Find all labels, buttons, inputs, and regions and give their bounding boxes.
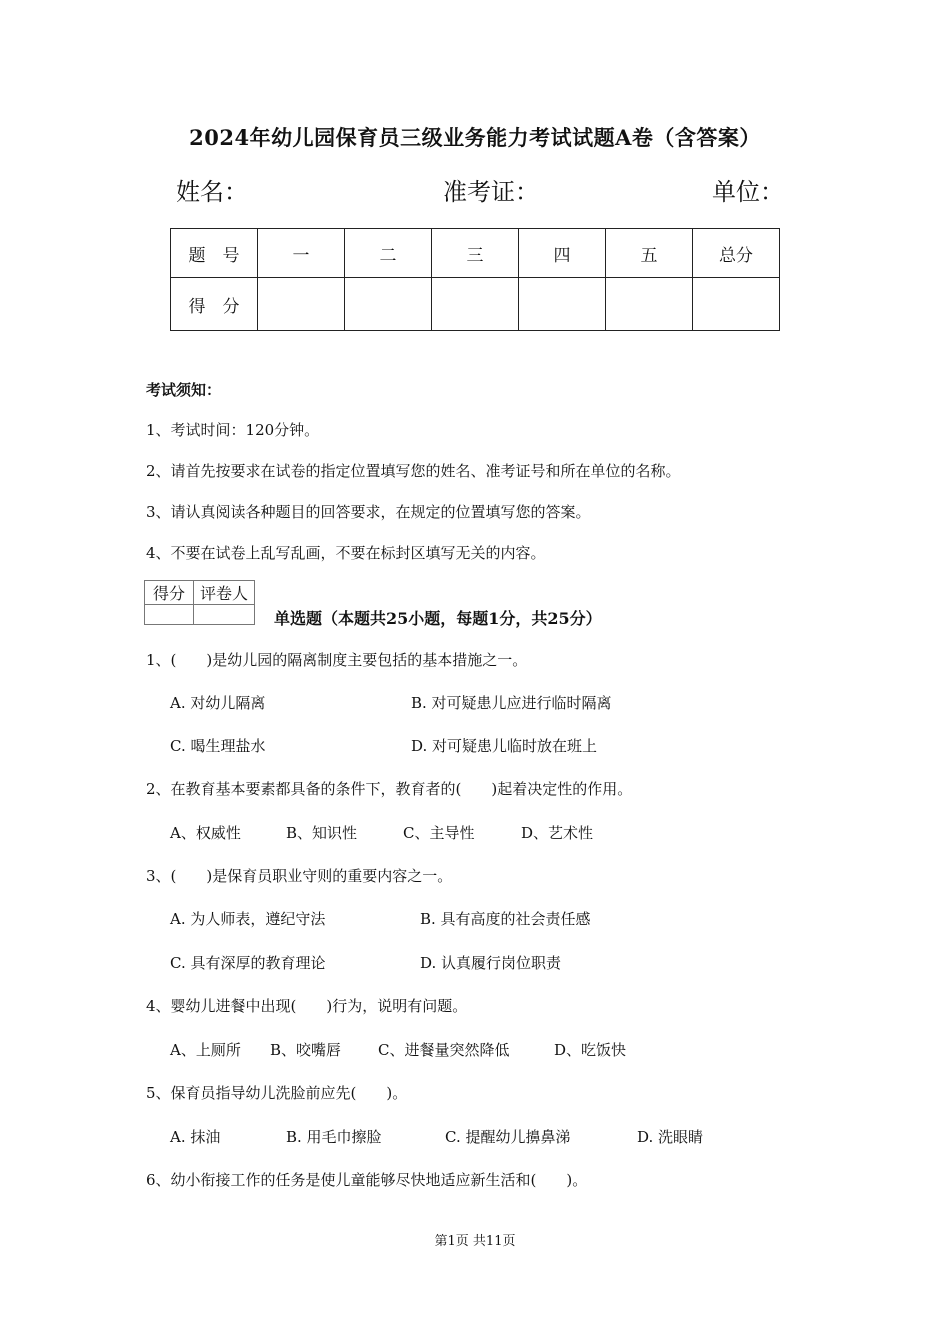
option-a: A. 抹油: [170, 1128, 221, 1146]
grader-score-cell: [145, 605, 194, 625]
score-table: [170, 228, 780, 331]
score-row-label: 得 分: [171, 278, 258, 331]
page-footer: 第1页 共11页: [434, 1234, 516, 1249]
section-title: 单选题（本题共25小题，每题1分，共25分）: [274, 609, 602, 628]
option-c: C、进餐量突然降低: [378, 1041, 510, 1059]
page-title: 2024年幼儿园保育员三级业务能力考试试题A卷（含答案）: [189, 125, 761, 150]
score-table-header-cell: 三: [432, 229, 519, 278]
score-table-header-row: [171, 229, 780, 278]
option-b: B. 具有高度的社会责任感: [420, 910, 591, 928]
score-cell: [519, 278, 606, 331]
option-d: D. 洗眼睛: [637, 1128, 704, 1146]
unit-field-label: 单位：: [712, 178, 784, 206]
option-b: B、知识性: [286, 824, 358, 842]
note-item: 3、请认真阅读各种题目的回答要求，在规定的位置填写您的答案。: [146, 503, 591, 521]
note-item: 1、考试时间：120分钟。: [146, 421, 320, 439]
option-c: C、主导性: [403, 824, 475, 842]
note-item: 4、不要在试卷上乱写乱画，不要在标封区填写无关的内容。: [146, 544, 546, 562]
score-table-header-cell: 总分: [693, 229, 780, 278]
option-b: B. 用毛巾擦脸: [286, 1128, 382, 1146]
score-cell: [606, 278, 693, 331]
score-cell: [432, 278, 519, 331]
score-cell: [258, 278, 345, 331]
option-d: D. 认真履行岗位职责: [420, 954, 562, 972]
grader-name-cell: [194, 605, 255, 625]
grader-score-label: 得分: [145, 581, 194, 605]
option-c: C. 提醒幼儿擤鼻涕: [445, 1128, 571, 1146]
option-b: B、咬嘴唇: [270, 1041, 342, 1059]
option-d: D、吃饭快: [554, 1041, 627, 1059]
option-b: B. 对可疑患儿应进行临时隔离: [411, 694, 612, 712]
option-a: A. 为人师表，遵纪守法: [170, 910, 326, 928]
score-table-score-row: [171, 278, 780, 331]
question-stem: 3、( )是保育员职业守则的重要内容之一。: [146, 867, 453, 885]
name-field-label: 姓名：: [176, 178, 248, 206]
score-cell: [345, 278, 432, 331]
note-item: 2、请首先按要求在试卷的指定位置填写您的姓名、准考证号和所在单位的名称。: [146, 462, 681, 480]
option-c: C. 喝生理盐水: [170, 737, 266, 755]
question-stem: 6、幼小衔接工作的任务是使儿童能够尽快地适应新生活和( )。: [146, 1171, 588, 1189]
option-a: A、权威性: [170, 824, 241, 842]
score-table-header-cell: 一: [258, 229, 345, 278]
question-stem: 5、保育员指导幼儿洗脸前应先( )。: [146, 1084, 408, 1102]
notes-heading: 考试须知：: [146, 381, 222, 399]
score-table-header-cell: 题 号: [171, 229, 258, 278]
question-stem: 1、( )是幼儿园的隔离制度主要包括的基本措施之一。: [146, 651, 528, 669]
question-stem: 4、婴幼儿进餐中出现( )行为，说明有问题。: [146, 997, 468, 1015]
score-cell: [693, 278, 780, 331]
option-d: D、艺术性: [521, 824, 594, 842]
question-stem: 2、在教育基本要素都具备的条件下，教育者的( )起着决定性的作用。: [146, 780, 633, 798]
option-d: D. 对可疑患儿临时放在班上: [411, 737, 598, 755]
grader-box: [144, 580, 255, 625]
score-table-header-cell: 四: [519, 229, 606, 278]
option-c: C. 具有深厚的教育理论: [170, 954, 326, 972]
option-a: A、上厕所: [170, 1041, 241, 1059]
score-table-header-cell: 二: [345, 229, 432, 278]
score-table-header-cell: 五: [606, 229, 693, 278]
option-a: A. 对幼儿隔离: [170, 694, 266, 712]
grader-name-label: 评卷人: [194, 581, 255, 605]
exam-id-field-label: 准考证：: [443, 178, 539, 206]
